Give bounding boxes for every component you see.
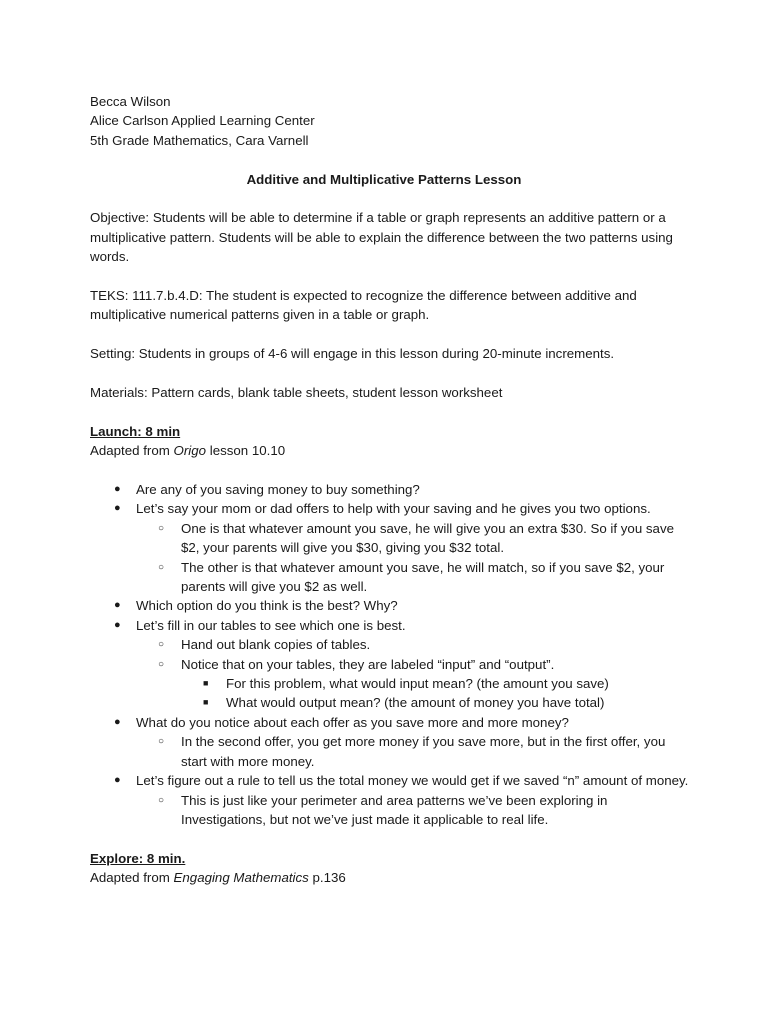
circle-bullet-icon: ○	[158, 561, 165, 573]
bullet-icon: ●	[114, 599, 121, 612]
circle-bullet-icon: ○	[158, 658, 165, 670]
list-item: ○ One is that whatever amount you save, he will give you an extra $30. So if you save $2, your parents will give you $30, giving you $32 total.	[158, 520, 674, 556]
materials-paragraph: Materials: Pattern cards, blank table sheets, student lesson worksheet	[90, 385, 503, 401]
lesson-title: Additive and Multiplicative Patterns Lesson	[246, 171, 522, 187]
launch-adapted-from: Adapted from Origo lesson 10.10	[90, 443, 286, 459]
circle-bullet-icon: ○	[158, 522, 165, 534]
list-item: ● Which option do you think is the best? Why?	[90, 596, 690, 615]
author-name: Becca Wilson	[90, 94, 171, 109]
bullet-icon: ●	[114, 618, 121, 631]
list-item: ● Let’s fill in our tables to see which one is best.	[90, 616, 690, 635]
explore-adapted-from: Adapted from Engaging Mathematics p.136	[90, 870, 346, 886]
list-item: ■ What would output mean? (the amount of money you have total)	[90, 693, 690, 712]
square-bullet-icon: ■	[203, 678, 209, 689]
school-name: Alice Carlson Applied Learning Center	[90, 113, 315, 129]
square-bullet-icon: ■	[203, 697, 209, 708]
bullet-icon: ●	[114, 483, 121, 496]
list-item: ● Are any of you saving money to buy something?	[90, 480, 690, 499]
list-item: ○ Hand out blank copies of tables.	[90, 635, 690, 654]
list-item: ○ The other is that whatever amount you save, he will match, so if you save $2, your parents will give you $2 as well.	[158, 559, 665, 595]
list-item: ○ This is just like your perimeter and area patterns we’ve been exploring in Investigations, but not we’ve just made it applicable to real life.	[158, 792, 608, 827]
list-item: ● What do you notice about each offer as you save more and more money?	[90, 713, 690, 732]
bullet-icon: ●	[114, 774, 121, 787]
course-info: 5th Grade Mathematics, Cara Varnell	[90, 132, 309, 148]
launch-source-title: Origo	[173, 443, 207, 459]
setting-paragraph: Setting: Students in groups of 4-6 will engage in this lesson during 20-minute increments.	[90, 346, 615, 362]
list-item: ● Let’s figure out a rule to tell us the total money we would get if we saved “n” amount of money.	[90, 771, 690, 790]
circle-bullet-icon: ○	[158, 736, 165, 748]
objective-paragraph: Objective: Students will be able to determine if a table or graph represents an additive pattern or a multiplicative pattern. Students will be able to explain the difference between the two patterns using words.	[90, 210, 673, 265]
list-item: ○ Notice that on your tables, they are labeled “input” and “output”.	[90, 655, 690, 674]
launch-bullet-list	[90, 480, 690, 829]
circle-bullet-icon: ○	[158, 639, 165, 651]
circle-bullet-icon: ○	[158, 794, 165, 806]
bullet-icon: ●	[114, 502, 121, 515]
teks-paragraph: TEKS: 111.7.b.4.D: The student is expected to recognize the difference between additive and multiplicative numerical patterns given in a table or graph.	[90, 288, 637, 323]
document-page	[90, 92, 690, 888]
bullet-icon: ●	[114, 715, 121, 728]
list-item: ● Let’s say your mom or dad offers to help with your saving and he gives you two options.	[90, 499, 690, 518]
list-item: ○ In the second offer, you get more money if you save more, but in the first offer, you start with more money.	[158, 734, 666, 769]
launch-heading: Launch: 8 min	[90, 423, 181, 439]
list-item: ■ For this problem, what would input mean? (the amount you save)	[90, 674, 690, 693]
explore-heading: Explore: 8 min.	[90, 850, 186, 866]
explore-source-title: Engaging Mathematics	[173, 870, 309, 886]
